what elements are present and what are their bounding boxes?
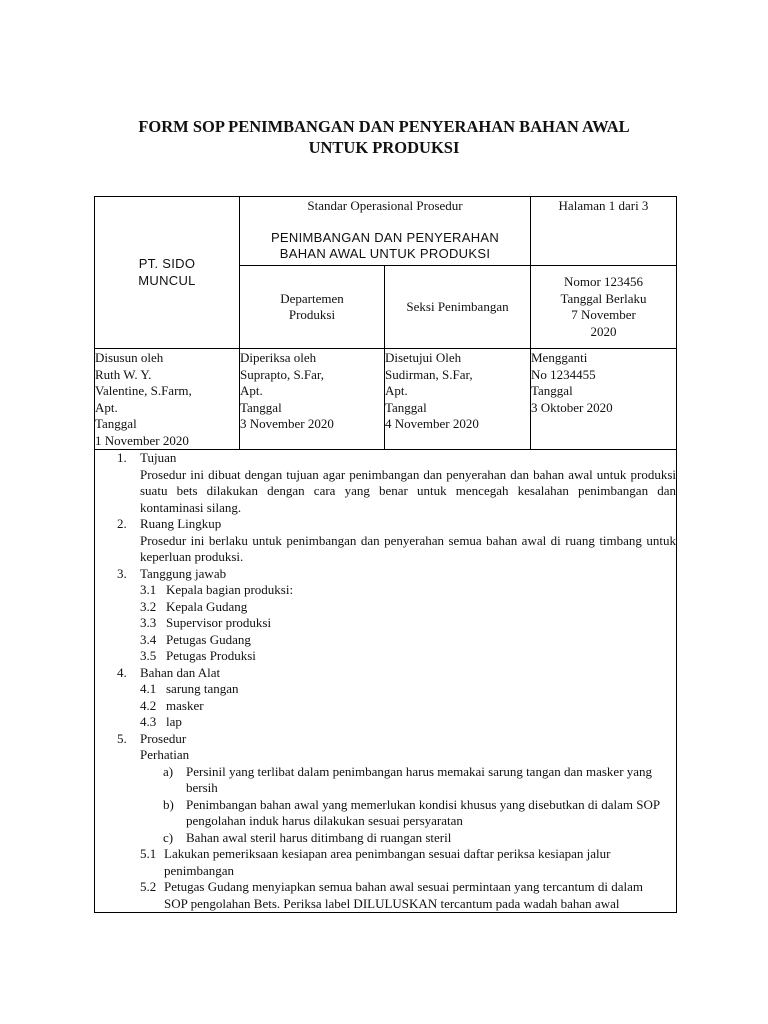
section-cell <box>385 266 531 349</box>
section-title: Tujuan <box>140 450 177 465</box>
section-paragraph: Prosedur ini dibuat dengan tujuan agar penimbangan dan penyerahan dan bahan awal untuk produksi suatu bets dilakukan dengan cara yang benar untuk mencegah kesalahan penimbangan dan kontaminasi silang. <box>140 466 676 515</box>
list-item-number: 5.1 <box>140 846 157 861</box>
checked-name-2: Apt. <box>240 383 263 398</box>
list-item-text: Kepala Gudang <box>166 598 248 614</box>
section-number: 1. <box>117 450 127 465</box>
sop-label: Standar Operasional Prosedur <box>307 198 463 213</box>
document-number: Nomor 123456 <box>563 274 644 289</box>
section-name: Seksi Penimbangan <box>406 298 509 314</box>
company-cell <box>95 197 240 349</box>
list-item <box>95 681 676 698</box>
list-item-text: masker <box>166 697 204 713</box>
page-cell <box>531 197 677 266</box>
list-item <box>95 879 676 912</box>
department-label: Departemen <box>280 290 344 306</box>
list-item-number: 3.3 <box>140 615 157 630</box>
list-item-text: Lakukan pemeriksaan kesiapan area penimbangan sesuai daftar periksa kesiapan jalur penimbangan <box>164 846 611 878</box>
list-item <box>95 599 676 616</box>
department-cell <box>240 266 385 349</box>
prepared-name-3: Apt. <box>95 399 118 415</box>
section-heading <box>95 516 676 533</box>
section-heading <box>95 665 676 682</box>
list-item-number: 4.2 <box>140 697 157 713</box>
list-item-number: a) <box>163 763 174 779</box>
approved-label: Disetujui Oleh <box>385 350 462 365</box>
checked-date: 3 November 2020 <box>240 416 334 431</box>
list-item-number: 4.3 <box>140 714 157 729</box>
list-item <box>95 615 676 632</box>
list-item-text: Persinil yang terlibat dalam penimbangan harus memakai sarung tangan dan masker yang bersih <box>186 763 653 795</box>
section-number: 2. <box>117 516 127 531</box>
list-item-text: Kepala bagian produksi: <box>166 582 294 597</box>
list-item <box>95 846 676 879</box>
prepared-name-1: Ruth W. Y. <box>95 366 152 382</box>
checked-by-cell <box>240 349 385 450</box>
page-number: Halaman 1 dari 3 <box>558 198 649 213</box>
list-item-number: 3.5 <box>140 648 157 663</box>
list-item <box>95 698 676 715</box>
section-number: 5. <box>117 730 127 746</box>
replaces-number: No 1234455 <box>531 366 596 382</box>
list-item-number: b) <box>163 796 174 812</box>
list-item-text: Supervisor produksi <box>166 615 272 630</box>
section-title: Bahan dan Alat <box>140 664 221 680</box>
section-heading <box>95 450 676 467</box>
prepared-date: 1 November 2020 <box>95 432 189 448</box>
list-item-text: Petugas Gudang <box>166 631 251 647</box>
list-item-number: 3.4 <box>140 631 157 647</box>
approved-name-2: Apt. <box>385 383 408 398</box>
prepared-name-2: Valentine, S.Farm, <box>95 383 192 398</box>
company-name-line-2: MUNCUL <box>138 272 196 288</box>
replaces-date-label: Tanggal <box>531 383 573 398</box>
replaces-date: 3 Oktober 2020 <box>531 399 613 415</box>
document-info-cell <box>531 266 677 349</box>
section-title: Tanggung jawab <box>140 565 227 581</box>
effective-date-label: Tanggal Berlaku <box>560 290 647 306</box>
document-title <box>0 116 768 158</box>
section-paragraph: Prosedur ini berlaku untuk penimbangan dan penyerahan semua bahan awal di ruang timbang untuk keperluan produksi. <box>140 532 676 564</box>
note-label: Perhatian <box>140 747 190 762</box>
list-item-number: 4.1 <box>140 681 157 696</box>
company-name-line-1: PT. SIDO <box>138 256 196 271</box>
replaces-label: Mengganti <box>531 350 588 365</box>
list-item-text: lap <box>166 714 182 729</box>
sop-form-table <box>94 196 677 913</box>
effective-date-line-2: 2020 <box>590 323 617 339</box>
list-item-number: 3.1 <box>140 582 157 597</box>
list-item <box>95 648 676 665</box>
checked-label: Diperiksa oleh <box>240 350 317 365</box>
approved-date-label: Tanggal <box>385 399 427 415</box>
list-item <box>95 764 676 797</box>
prepared-label: Disusun oleh <box>95 350 164 365</box>
checked-name-1: Suprapto, S.Far, <box>240 366 324 382</box>
effective-date-line-1: 7 November <box>571 307 636 322</box>
approved-name-1: Sudirman, S.Far, <box>385 366 473 382</box>
title-line-2: UNTUK PRODUKSI <box>308 138 460 157</box>
approved-date: 4 November 2020 <box>385 416 479 431</box>
list-item-number: 3.2 <box>140 598 157 614</box>
prepared-by-cell <box>95 349 240 450</box>
list-item <box>95 830 676 847</box>
list-item <box>95 582 676 599</box>
list-item-number: c) <box>163 829 174 845</box>
list-item-text: sarung tangan <box>166 681 239 696</box>
section-title: Ruang Lingkup <box>140 516 222 531</box>
checked-date-label: Tanggal <box>240 399 282 415</box>
section-number: 3. <box>117 565 127 581</box>
list-item <box>95 632 676 649</box>
title-line-1: FORM SOP PENIMBANGAN DAN PENYERAHAN BAHAN AWAL <box>138 117 630 136</box>
prepared-date-label: Tanggal <box>95 416 137 431</box>
sop-title-line-1: PENIMBANGAN DAN PENYERAHAN <box>270 229 500 245</box>
section-number: 4. <box>117 664 127 680</box>
list-item-text: Petugas Gudang menyiapkan semua bahan awal sesuai permintaan yang tercantum di dalam SOP pengolahan Bets. Periksa label DILULUSKAN tercantum pada wadah bahan awal <box>164 879 644 911</box>
section-heading <box>95 731 676 748</box>
replaces-cell <box>531 349 677 450</box>
list-item <box>95 714 676 731</box>
section-heading <box>95 566 676 583</box>
list-item-text: Petugas Produksi <box>166 648 256 663</box>
department-value: Produksi <box>288 307 336 322</box>
procedure-body <box>95 450 677 913</box>
section-title: Prosedur <box>140 730 187 746</box>
list-item-text: Bahan awal steril harus ditimbang di ruangan steril <box>186 829 452 845</box>
list-item-text: Penimbangan bahan awal yang memerlukan kondisi khusus yang disebutkan di dalam SOP pengolahan induk harus dilakukan sesuai persyaratan <box>186 796 660 828</box>
sop-title-cell <box>240 197 531 266</box>
approved-by-cell <box>385 349 531 450</box>
list-item-number: 5.2 <box>140 879 157 894</box>
sop-title-line-2: BAHAN AWAL UNTUK PRODUKSI <box>279 246 491 261</box>
list-item <box>95 797 676 830</box>
